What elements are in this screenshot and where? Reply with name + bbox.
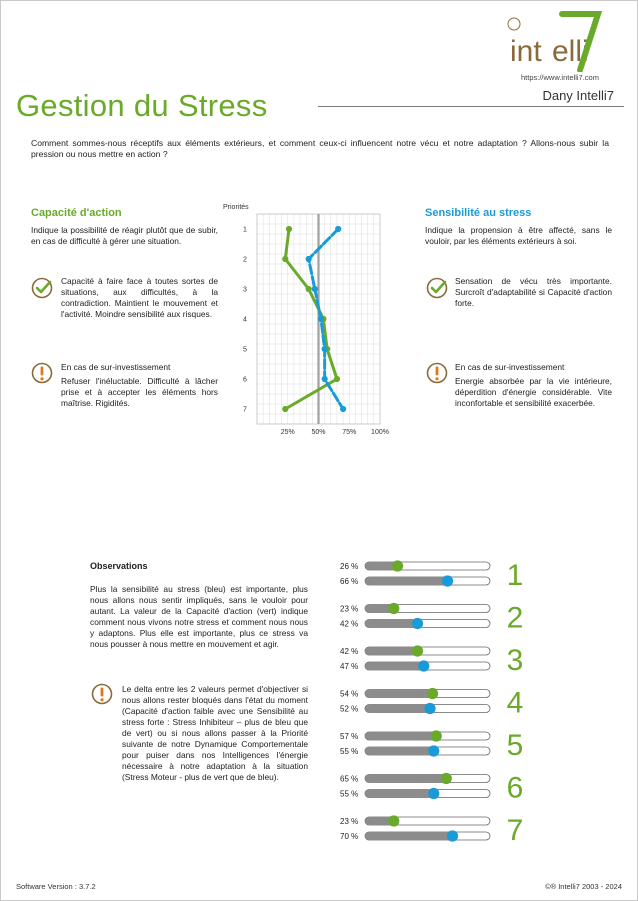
green-bar-knob bbox=[392, 560, 403, 571]
chart-y-tick-label: 7 bbox=[243, 406, 247, 414]
copyright: ©® Intelli7 2003 - 2024 bbox=[545, 882, 622, 891]
blue-bar-fill bbox=[365, 662, 424, 670]
chart-point bbox=[334, 376, 340, 382]
capacite-warning-title: En cas de sur-investissement bbox=[61, 362, 171, 372]
priority-number: 4 bbox=[506, 686, 524, 720]
green-percent-label: 26 % bbox=[340, 561, 359, 571]
priority-bar-group bbox=[340, 644, 523, 677]
sensibilite-warning-text: Energie absorbée par la vie intérieure, déperdition d'énergie considérable. Vite inconfortable et sensibilité exacerbée. bbox=[455, 376, 612, 408]
blue-bar-knob bbox=[428, 745, 439, 756]
chart-point bbox=[306, 286, 312, 292]
priority-bar-group bbox=[340, 559, 523, 592]
chart-point bbox=[322, 346, 328, 352]
priority-bar-group bbox=[340, 772, 523, 805]
blue-bar-fill bbox=[365, 620, 418, 628]
green-bar-knob bbox=[388, 603, 399, 614]
blue-percent-label: 42 % bbox=[340, 619, 359, 629]
blue-bar-fill bbox=[365, 832, 453, 840]
priority-bar-group bbox=[340, 687, 523, 720]
check-icon bbox=[31, 277, 53, 299]
chart-y-tick-label: 2 bbox=[243, 256, 247, 264]
chart-point bbox=[282, 406, 288, 412]
chart-point bbox=[335, 226, 341, 232]
capacite-heading: Capacité d'action bbox=[31, 207, 122, 219]
green-bar-knob bbox=[427, 688, 438, 699]
blue-bar-knob bbox=[442, 575, 453, 586]
blue-bar-knob bbox=[447, 830, 458, 841]
chart-x-tick-label: 25% bbox=[280, 429, 295, 436]
chart-point bbox=[312, 286, 318, 292]
chart-point bbox=[322, 376, 328, 382]
green-percent-label: 65 % bbox=[340, 774, 359, 784]
priority-number: 3 bbox=[506, 644, 524, 677]
green-bar-knob bbox=[441, 773, 452, 784]
green-bar-fill bbox=[365, 732, 436, 740]
blue-bar-fill bbox=[365, 577, 448, 585]
capacite-description: Indique la possibilité de réagir plutôt que de subir, en cas de difficulté à gérer une situation. bbox=[31, 225, 218, 246]
chart-y-tick-label: 3 bbox=[243, 286, 247, 294]
warning-icon bbox=[31, 362, 53, 384]
priority-bar-group bbox=[340, 814, 523, 847]
blue-bar-knob bbox=[418, 660, 429, 671]
priority-number: 5 bbox=[506, 729, 524, 762]
warning-icon bbox=[426, 362, 448, 384]
priority-bar-group bbox=[340, 729, 523, 762]
sensibilite-warning-title: En cas de sur-investissement bbox=[455, 362, 565, 372]
priority-number: 2 bbox=[506, 601, 524, 635]
chart-x-tick-label: 100% bbox=[371, 429, 389, 436]
sensibilite-heading: Sensibilité au stress bbox=[425, 207, 532, 219]
green-bar-knob bbox=[431, 730, 442, 741]
intelli7-logo bbox=[500, 10, 630, 72]
priority-number: 1 bbox=[506, 559, 524, 592]
green-bar-fill bbox=[365, 690, 433, 698]
blue-bar-fill bbox=[365, 747, 434, 755]
observations-note: Le delta entre les 2 valeurs permet d'objectiver si nous allons rester bloqués dans l'état du moment (Capacité d'action faible avec une Sensibilité au stress forte : Stress Inhibiteur – plus de bleu que de vert) ou si nous allons passer à la Priorité suivante de notre Dynamique Comportementale pour puiser dans nos Intelligences l'énergie nécessaire à notre adaptation à la situation (Stress Moteur - plus de vert que de bleu). bbox=[122, 684, 308, 782]
priority-line-chart bbox=[215, 198, 395, 443]
priority-number: 6 bbox=[506, 771, 524, 805]
green-bar-fill bbox=[365, 647, 418, 655]
priority-number: 7 bbox=[506, 814, 524, 847]
priority-bars bbox=[330, 552, 530, 852]
chart-y-tick-label: 6 bbox=[243, 376, 247, 384]
sensibilite-description: Indique la propension à être affecté, sans le vouloir, par les éléments extérieurs à soi. bbox=[425, 225, 612, 246]
page-title: Gestion du Stress bbox=[16, 88, 268, 123]
chart-y-tick-label: 1 bbox=[243, 226, 247, 234]
green-bar-knob bbox=[388, 815, 399, 826]
blue-percent-label: 66 % bbox=[340, 576, 359, 586]
observations-text: Plus la sensibilité au stress (bleu) est importante, plus nous allons nous sentir impliqués, sans le vouloir pour autant. La valeur de la Capacité d'action (vert) indique comment nous vivons notre stress et comment nous nous y adaptons. Plus elle est importante, plus ce stress va nous pousser à nous mettre en mouvement et agir. bbox=[90, 584, 308, 649]
chart-point bbox=[340, 406, 346, 412]
chart-y-axis-title: Priorités bbox=[223, 204, 249, 211]
chart-x-tick-label: 75% bbox=[342, 429, 357, 436]
website-url[interactable]: https://www.intelli7.com bbox=[521, 73, 599, 82]
software-version: Software Version : 3.7.2 bbox=[16, 882, 96, 891]
warning-icon bbox=[91, 683, 113, 705]
observations-title: Observations bbox=[90, 561, 148, 571]
blue-bar-knob bbox=[412, 618, 423, 629]
logo-text-int: int bbox=[510, 35, 542, 68]
check-icon bbox=[426, 277, 448, 299]
green-percent-label: 57 % bbox=[340, 731, 359, 741]
chart-point bbox=[318, 316, 324, 322]
chart-point bbox=[286, 226, 292, 232]
green-bar-knob bbox=[412, 645, 423, 656]
capacite-positive-text: Capacité à faire face à toutes sortes de situations, aux difficultés, à la contradiction. Maintient le mouvement et l'activité. Moindre sensibilité aux risques. bbox=[61, 276, 218, 319]
chart-y-tick-label: 5 bbox=[243, 346, 247, 354]
blue-bar-knob bbox=[424, 703, 435, 714]
blue-percent-label: 55 % bbox=[340, 746, 359, 756]
priority-bar-group bbox=[340, 602, 523, 635]
blue-bar-knob bbox=[428, 788, 439, 799]
blue-bar-fill bbox=[365, 705, 430, 713]
intro-text: Comment sommes-nous réceptifs aux éléments extérieurs, et comment ceux-ci influencent notre vécu et notre adaptation ? Allons-nous subir la pression ou nous mettre en action ? bbox=[31, 138, 609, 159]
green-percent-label: 23 % bbox=[340, 604, 359, 614]
title-divider bbox=[318, 106, 624, 107]
green-bar-fill bbox=[365, 775, 446, 783]
blue-percent-label: 52 % bbox=[340, 704, 359, 714]
blue-percent-label: 70 % bbox=[340, 831, 359, 841]
blue-percent-label: 55 % bbox=[340, 789, 359, 799]
green-percent-label: 23 % bbox=[340, 816, 359, 826]
blue-bar-fill bbox=[365, 790, 434, 798]
green-percent-label: 42 % bbox=[340, 646, 359, 656]
chart-y-tick-label: 4 bbox=[243, 316, 247, 324]
chart-point bbox=[306, 256, 312, 262]
sensibilite-positive-text: Sensation de vécu très importante. Surcroît d'adaptabilité si Capacité d'action forte. bbox=[455, 276, 612, 308]
chart-point bbox=[282, 256, 288, 262]
logo-text-elli: elli bbox=[552, 35, 589, 68]
blue-percent-label: 47 % bbox=[340, 661, 359, 671]
user-name: Dany Intelli7 bbox=[542, 88, 614, 103]
chart-x-tick-label: 50% bbox=[311, 429, 326, 436]
capacite-warning-text: Refuser l'inéluctable. Difficulté à lâcher prise et à accepter les éléments hors maîtrise. Rigidités. bbox=[61, 376, 218, 408]
green-percent-label: 54 % bbox=[340, 689, 359, 699]
